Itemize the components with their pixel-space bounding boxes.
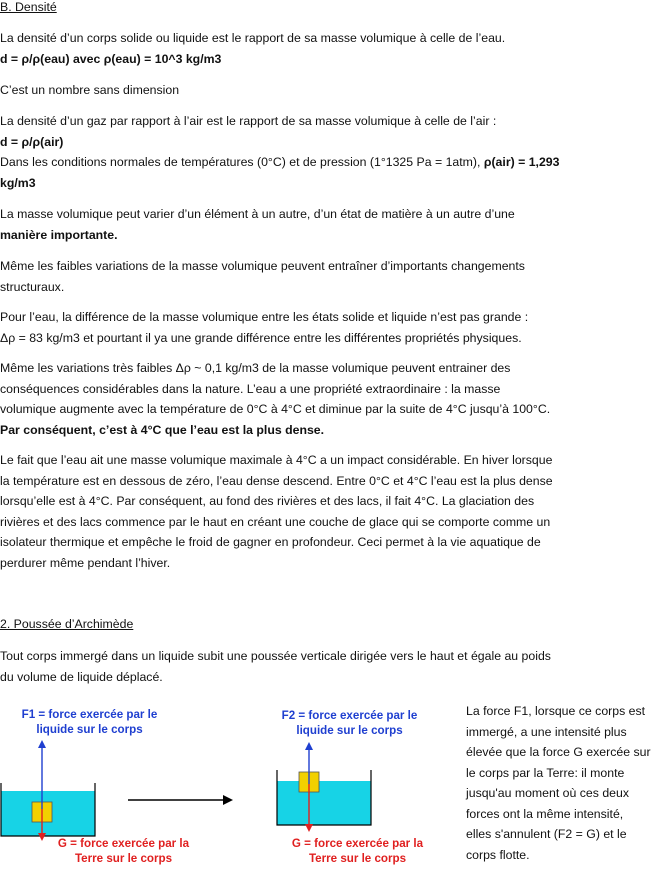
caption-line: G = force exercée par la: [291, 837, 424, 850]
text-line: [0, 152, 650, 173]
text-line: rivières et des lacs commence par le haut en créant une couche de glace qui se comporte comme un: [0, 514, 551, 529]
text-line: le corps par la Terre: il monte: [466, 765, 625, 780]
text-line: isolateur thermique et empêche le froid de gagner en profondeur. Ceci permet à la vie aquatique de: [0, 535, 541, 549]
text-line: La force F1, lorsque ce corps est: [466, 704, 646, 718]
f1-caption: [2, 707, 177, 737]
paragraph-water-states: [0, 307, 650, 348]
text-line: corps flotte.: [466, 847, 530, 862]
paragraph-max-density-impact: [0, 450, 650, 573]
left-beaker: [1, 744, 95, 837]
paragraph-gas-density: [0, 111, 650, 193]
caption-line: Terre sur le corps: [308, 852, 407, 865]
paragraph-small-variations: [0, 256, 650, 297]
text-line: lorsqu’elle est à 4°C. Par conséquent, au fond des rivières et des lacs, il fait 4°C. La glaciation des: [0, 494, 535, 508]
caption-line: F1 = force exercée par le: [21, 708, 158, 721]
text-line: élevée que la force G exercée sur: [466, 745, 651, 759]
text-line: immergé, a une intensité plus: [466, 724, 627, 739]
text-line: jusqu'au moment où ces deux: [466, 786, 629, 800]
formula-density: d = ρ/ρ(eau) avec ρ(eau) = 10^3 kg/m3: [0, 51, 222, 66]
paragraph-density-definition: [0, 28, 650, 69]
g-left-caption: [36, 836, 211, 866]
right-beaker: [277, 746, 371, 828]
paragraph-water-property: [0, 358, 650, 440]
formula-gas-density: d = ρ/ρ(air): [0, 134, 64, 149]
text-line: Δρ = 83 kg/m3 et pourtant il ya une grande différence entre les différentes propriétés physiques.: [0, 330, 522, 345]
text-line: manière importante.: [0, 227, 118, 242]
air-density-value: ρ(air) = 1,293: [483, 155, 560, 169]
text-line: Le fait que l’eau ait une masse volumique maximale à 4°C a un impact considérable. En hiver lorsque: [0, 453, 553, 467]
text-line: Même les variations très faibles Δρ ~ 0,1 kg/m3 de la masse volumique peuvent entrainer des: [0, 361, 511, 375]
section-2-heading: 2. Poussée d’Archimède: [0, 617, 134, 631]
paragraph-archimedes: [0, 646, 650, 687]
figure-explanation: [466, 701, 658, 865]
caption-line: F2 = force exercée par le: [281, 709, 418, 722]
text-line: forces ont la même intensité,: [466, 806, 624, 821]
caption-line: G = force exercée par la: [57, 837, 190, 850]
text-line: conséquences considérables dans la nature. L’eau a une propriété extraordinaire : la masse: [0, 381, 501, 396]
text-line: perdurer même pendant l’hiver.: [0, 555, 171, 570]
text-line: kg/m3: [0, 175, 36, 190]
right-water: [277, 781, 371, 825]
archimedes-figure: [0, 700, 465, 870]
text-line: structuraux.: [0, 279, 65, 294]
text-line: La densité d’un gaz par rapport à l’air est le rapport de sa masse volumique à celle de l’air :: [0, 114, 497, 128]
caption-line: Terre sur le corps: [74, 852, 173, 865]
text-line: elles s'annulent (F2 = G) et le: [466, 827, 627, 841]
text-line: La densité d’un corps solide ou liquide est le rapport de sa masse volumique à celle de l’eau.: [0, 31, 506, 45]
text-line: la température est en dessous de zéro, l’eau dense descend. Entre 0°C et 4°C l’eau est la plus dense: [0, 473, 553, 488]
text-span: Dans les conditions normales de températures (0°C) et de pression (1°1325 Pa = 1atm),: [0, 155, 484, 169]
text-line: Pour l’eau, la différence de la masse volumique entre les états solide et liquide n’est pas grande :: [0, 310, 529, 324]
caption-line: liquide sur le corps: [36, 723, 143, 736]
text-line: Même les faibles variations de la masse volumique peuvent entraîner d’importants changements: [0, 259, 525, 273]
paragraph-variation: [0, 204, 650, 245]
g-right-caption: [270, 836, 445, 866]
caption-line: liquide sur le corps: [296, 724, 403, 737]
f2-caption: [262, 708, 437, 738]
text-line: Tout corps immergé dans un liquide subit une poussée verticale dirigée vers le haut et égale au poids: [0, 649, 551, 663]
paragraph-no-dimension: C’est un nombre sans dimension: [0, 83, 180, 97]
text-line: La masse volumique peut varier d’un élément à un autre, d’un état de matière à un autre d’une: [0, 207, 515, 221]
text-line: Par conséquent, c’est à 4°C que l’eau est la plus dense.: [0, 422, 325, 437]
text-line: du volume de liquide déplacé.: [0, 669, 163, 684]
section-b-heading: B. Densité: [0, 0, 57, 14]
text-line: volumique augmente avec la température de 0°C à 4°C et diminue par la suite de 4°C jusqu’à 100°C.: [0, 402, 551, 416]
